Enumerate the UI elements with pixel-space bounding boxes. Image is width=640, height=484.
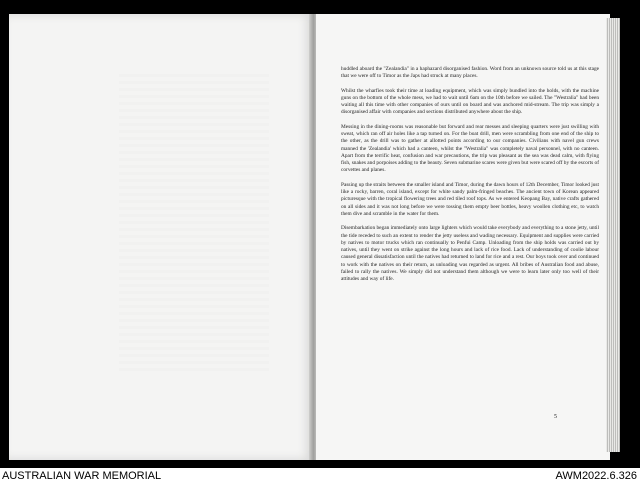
paragraph-3: Messing in the dining-rooms was reasonable but forward and rear messes and sleeping quarters were just swilling with sweat, which ran off air holes like a tap turned on. For the boat drill, men were scrambling from one end of the ship to the other, as the drill was to gather at allotted points according to our companies. Civilians with navel gun crews manned the 'Zealandia' which had a canteen, whilst the "Westralia" was completely naval personnel, with no canteen. Apart from the terrific heat, confusion and war precautions, the trip was pleasant as the sea was dead calm, with flying fish, snakes and porpoises adding to the beauty. Seven submarine scares were given but were scared off by the escorts of corvettes and planes. (341, 123, 599, 174)
paragraph-4: Passing up the straits between the smaller island and Timor, during the dawn hours of 12th December, Timor looked just like a rocky, barren, coral island, except for white sandy palm-fringed beaches. The ancient town of Korean appeared picturesque with the tropical flowering trees and red tiled roof tops. As we entered Keopang Bay, native crafts gathered on all sides and it was not long before we were tossing them empty beer bottles, heavy woollen clothing etc, to watch them dive and scramble in the water for them. (341, 181, 599, 217)
body-text (341, 66, 599, 290)
paragraph-5: Disembarkation began immediately onto large lighters which would take everybody and everything to a stone jetty, until the tide receded to such an extent to render the jetty useless and wading necessary. Equipment and supplies were carried by natives to motor trucks which ran continually to Penfui Camp. Unloading from the ship holds was carried out by natives, until they went on strike against the long hours and lack of rice food. Lack of understanding of coolie labour caused general dissatisfaction until the natives had returned to land for rice and a rest. Our boys took over and continued to work with the natives on their return, as unloading was regarded as urgent. All bribes of Australian food and abuse, failed to rally the natives. We simply did not understand them although we were to learn later only too well of their attitudes and way of life. (341, 225, 599, 282)
institution-label: AUSTRALIAN WAR MEMORIAL (2, 470, 162, 482)
bleed-through-text (119, 74, 269, 374)
page-number: 5 (554, 414, 557, 420)
paragraph-2: Whilst the wharfies took their time at loading equipment, which was simply bundled into the holds, with the machine guns on the bottom of the whole mess, we had to wait until 6am on the 10th before we sailed. The "Westralia" had been waiting all this time with other companies of ours until on board and was anchored mid-stream. The trip was simply a disorganised affair with companies and sections distributed anywhere about the ship. (341, 87, 599, 116)
paragraph-1: huddled aboard the "Zealandia" in a haphazard disorganised fashion. Word from an unknown source told us at this stage that we were off to Timor as the Japs had struck at many places. (341, 66, 599, 80)
right-page (316, 14, 610, 460)
page-edges (606, 18, 620, 452)
left-page-blank (9, 14, 313, 460)
footer-bar (0, 468, 640, 484)
accession-number: AWM2022.6.326 (555, 470, 637, 482)
